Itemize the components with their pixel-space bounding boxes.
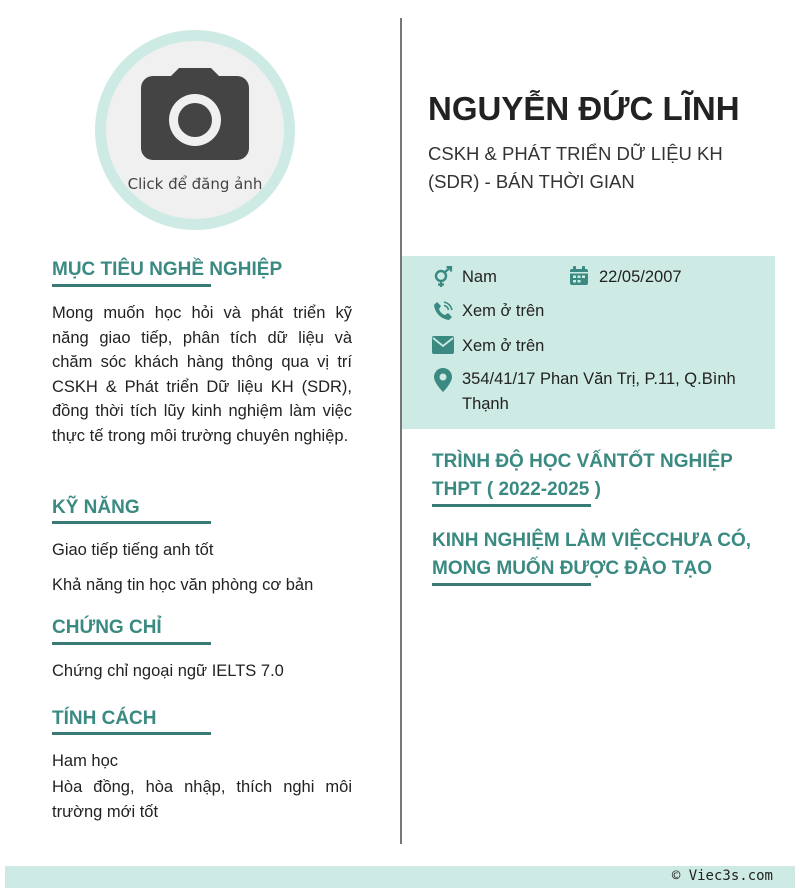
experience-underline [432, 583, 591, 586]
objective-title: MỤC TIÊU NGHỀ NGHIỆP [52, 259, 283, 280]
personality-underline [52, 732, 211, 735]
job-title: CSKH & PHÁT TRIỂN DỮ LIỆU KH (SDR) - BÁN THỜI GIAN [428, 143, 723, 192]
objective-underline [52, 284, 211, 287]
skill-item: Khả năng tin học văn phòng cơ bản [52, 576, 314, 594]
candidate-name: NGUYỄN ĐỨC LĨNH [428, 90, 740, 127]
certificates-underline [52, 642, 211, 645]
experience-title: KINH NGHIỆM LÀM VIỆCCHƯA CÓ, MONG MUỐN ĐƯỢC ĐÀO TẠO [432, 530, 752, 579]
email-icon [432, 336, 454, 354]
objective-text: Mong muốn học hỏi và phát triển kỹ năng giao tiếp, phân tích dữ liệu và chăm sóc khách hàng thông qua vị trí CSKH & Phát triển Dữ liệu KH (SDR), đồng thời tích lũy kinh nghiệm làm việc thực tế trong môi trường chuyên nghiệp. [52, 304, 352, 445]
skills-title: KỸ NĂNG [52, 497, 140, 518]
avatar-caption: Click để đăng ảnh [127, 175, 263, 193]
footer-copyright: © Viec3s.com [671, 868, 773, 884]
column-divider [400, 18, 402, 844]
personality-title: TÍNH CÁCH [52, 708, 157, 729]
phone-value: Xem ở trên [462, 302, 545, 320]
phone-icon [432, 300, 454, 322]
gender-icon [432, 266, 454, 288]
address-value: 354/41/17 Phan Văn Trị, P.11, Q.Bình Thạnh [462, 370, 736, 413]
skills-underline [52, 521, 211, 524]
birthdate-value: 22/05/2007 [599, 268, 682, 286]
calendar-icon [569, 266, 589, 286]
location-icon [434, 368, 452, 392]
footer-bar [5, 866, 795, 888]
camera-icon [141, 66, 249, 164]
gender-value: Nam [462, 268, 497, 286]
personality-item: Ham học [52, 752, 119, 770]
education-title: TRÌNH ĐỘ HỌC VẤNTỐT NGHIỆP THPT ( 2022-2025 ) [432, 451, 733, 500]
certificates-title: CHỨNG CHỈ [52, 617, 162, 638]
skill-item: Giao tiếp tiếng anh tốt [52, 541, 214, 559]
certificate-item: Chứng chỉ ngoại ngữ IELTS 7.0 [52, 662, 284, 680]
avatar-placeholder[interactable] [106, 41, 284, 219]
contact-panel [402, 256, 775, 429]
email-value: Xem ở trên [462, 337, 545, 355]
avatar-upload[interactable] [95, 30, 295, 230]
personality-item: Hòa đồng, hòa nhập, thích nghi môi trường mới tốt [52, 778, 352, 821]
education-underline [432, 504, 591, 507]
